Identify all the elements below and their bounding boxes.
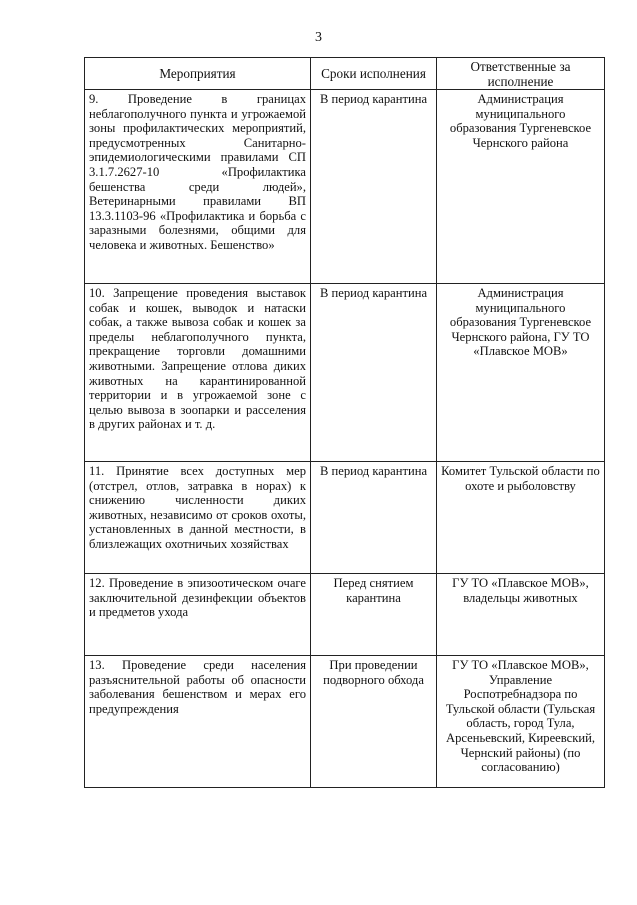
table-row: [85, 90, 605, 284]
table-row: [85, 574, 605, 656]
responsible-cell: ГУ ТО «Плавское МОВ», Управление Роспотребнадзора по Тульской области (Тульская область, город Тула, Арсеньевский, Киреевский, Чернский районы) (по согласованию): [437, 656, 605, 788]
measure-cell: 12. Проведение в эпизоотическом очаге заключительной дезинфекции объектов и предметов ухода: [85, 574, 311, 656]
responsible-cell: Администрация муниципального образования Тургеневское Чернского района: [437, 90, 605, 284]
responsible-cell: Комитет Тульской области по охоте и рыболовству: [437, 462, 605, 574]
measure-cell: 11. Принятие всех доступных мер (отстрел, отлов, затравка в норах) к снижению численности диких животных, независимо от сроков охоты, установленных в данной местности, в близлежащих охотничьих хозяйствах: [85, 462, 311, 574]
page-number: 3: [315, 30, 322, 45]
events-table: [84, 57, 605, 788]
deadline-cell: В период карантина: [311, 284, 437, 462]
table-row: [85, 462, 605, 574]
measure-cell: 13. Проведение среди населения разъяснительной работы об опасности заболевания бешенством и мерах его предупреждения: [85, 656, 311, 788]
header-deadlines: Сроки исполнения: [311, 58, 437, 90]
measure-cell: 10. Запрещение проведения выставок собак и кошек, выводок и натаски собак, а также вывоза собак и кошек за пределы неблагополучного пункта, прекращение торговли домашними животными. Запрещение отлова диких животных на карантинированной территории и в угрожаемой зоне с целью вывоза в зоопарки и расселения в других районах и т. д.: [85, 284, 311, 462]
header-responsible: Ответственные за исполнение: [437, 58, 605, 90]
deadline-cell: В период карантина: [311, 90, 437, 284]
responsible-cell: Администрация муниципального образования Тургеневское Чернского района, ГУ ТО «Плавское МОВ»: [437, 284, 605, 462]
deadline-cell: Перед снятием карантина: [311, 574, 437, 656]
table-row: [85, 656, 605, 788]
responsible-cell: ГУ ТО «Плавское МОВ», владельцы животных: [437, 574, 605, 656]
deadline-cell: В период карантина: [311, 462, 437, 574]
table-header-row: [85, 58, 605, 90]
header-measures: Мероприятия: [85, 58, 311, 90]
deadline-cell: При проведении подворного обхода: [311, 656, 437, 788]
table-row: [85, 284, 605, 462]
measure-cell: 9. Проведение в границах неблагополучного пункта и угрожаемой зоны профилактических мероприятий, предусмотренных Санитарно-эпидемиологическими правилами СП 3.1.7.2627-10 «Профилактика бешенства среди людей», Ветеринарными правилами ВП 13.3.1103-96 «Профилактика и борьба с заразными болезнями, общими для человека и животных. Бешенство»: [85, 90, 311, 284]
